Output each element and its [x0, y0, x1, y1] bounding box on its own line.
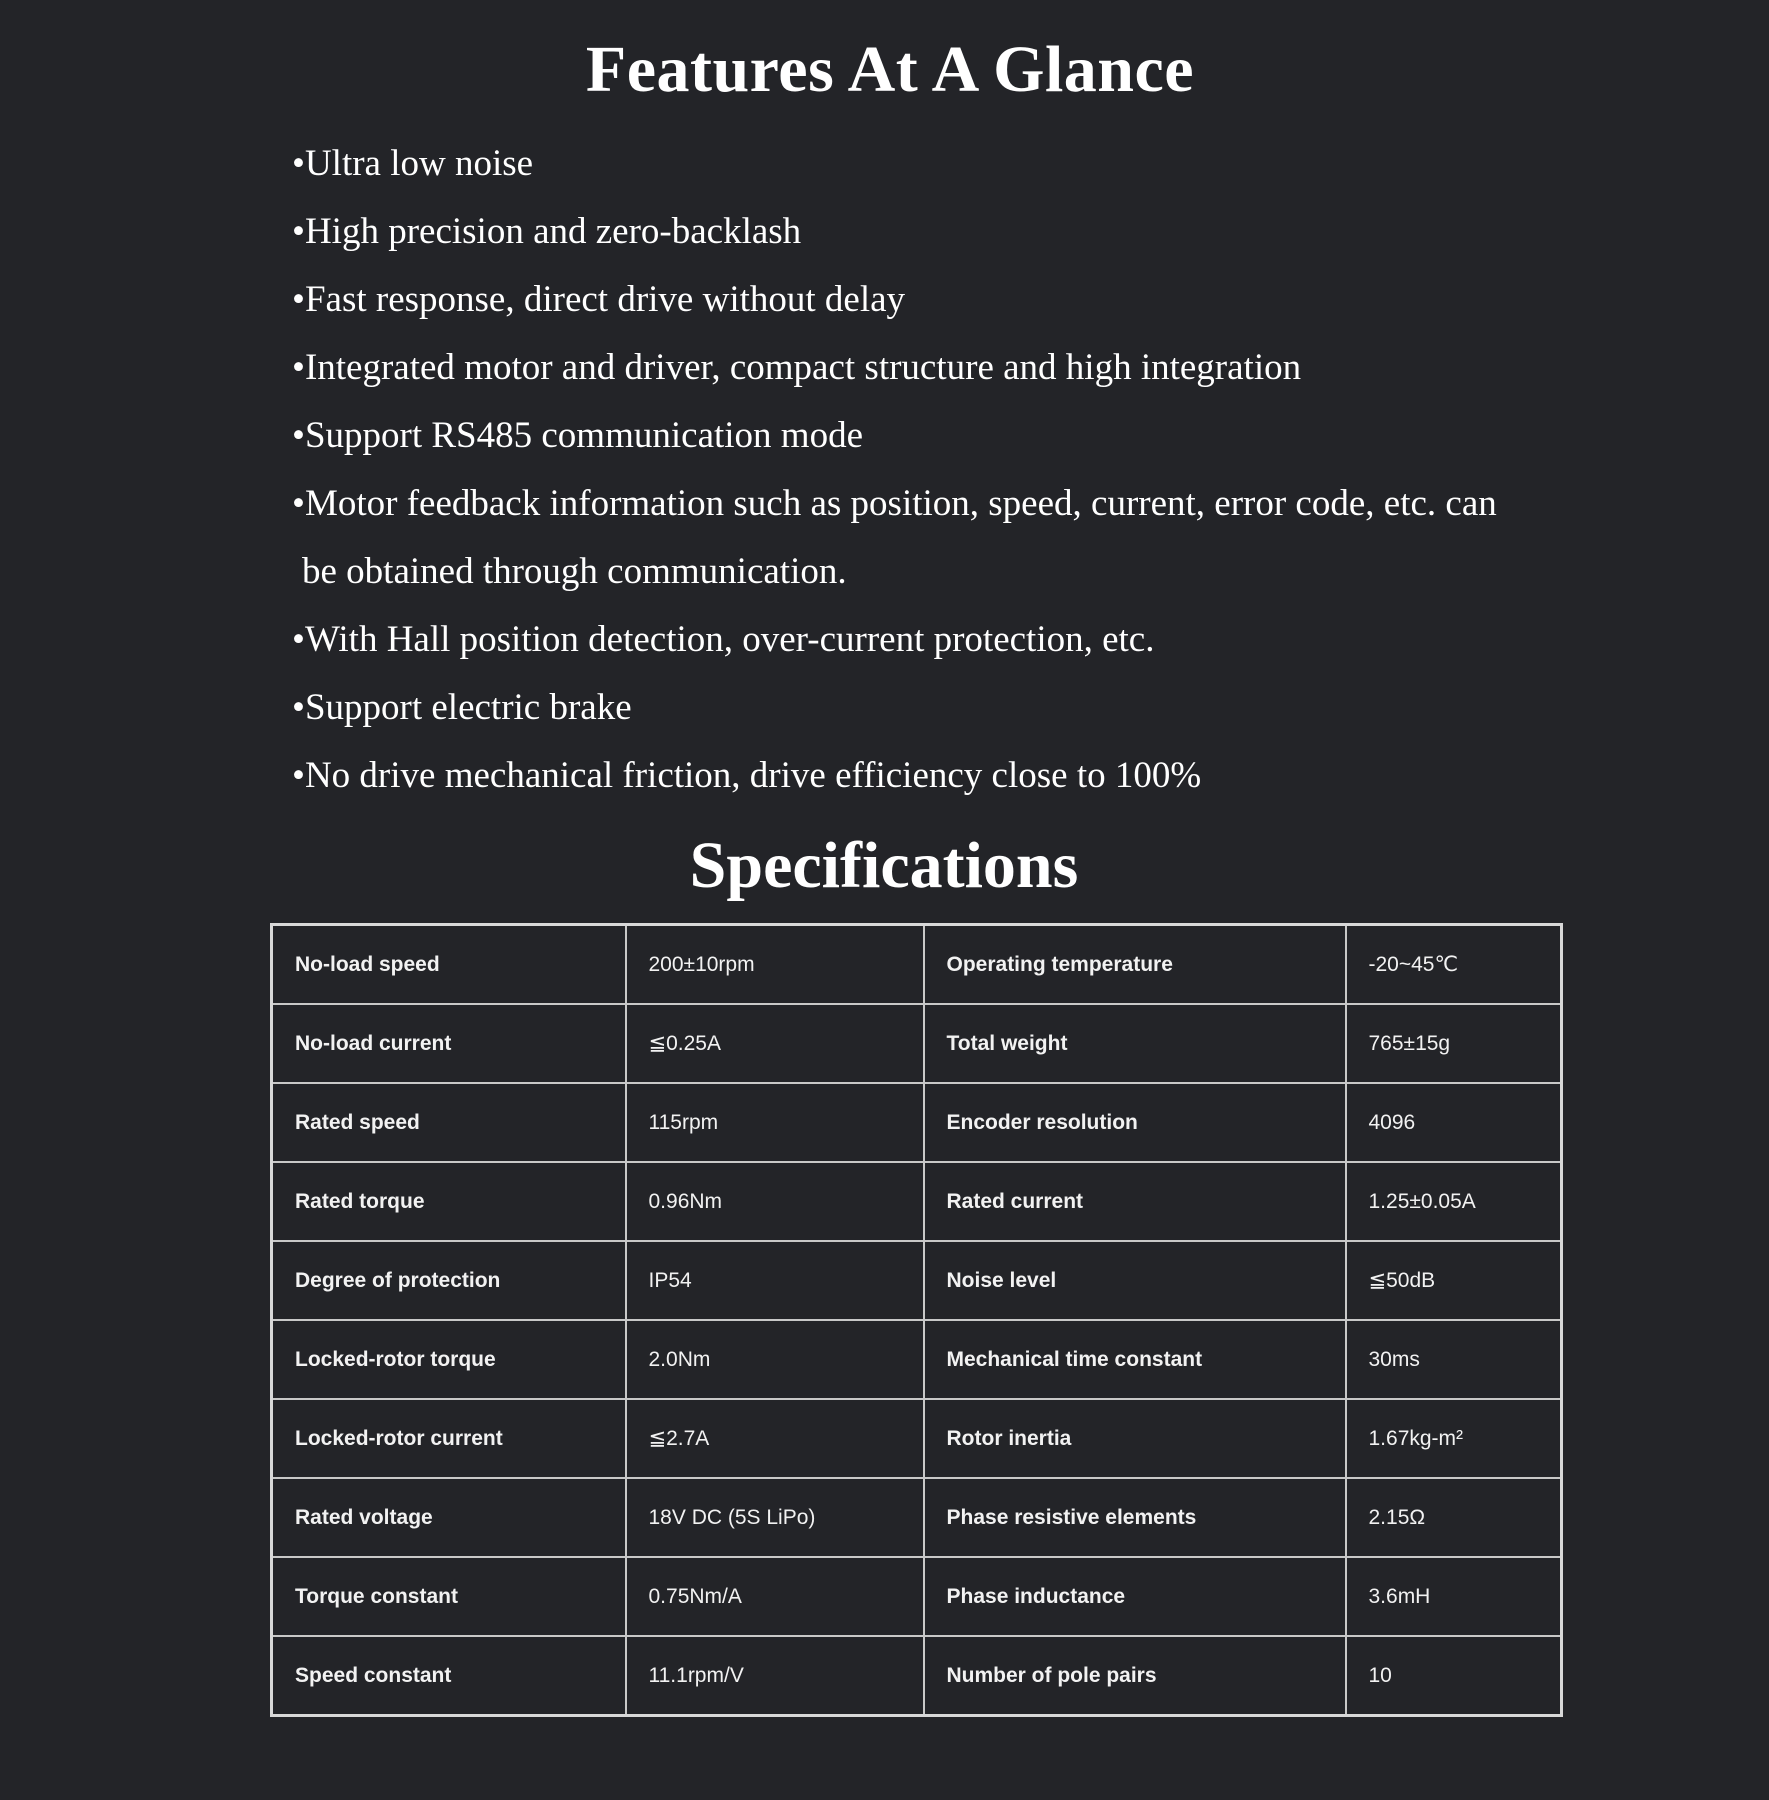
spec-label: Rated current	[924, 1162, 1346, 1241]
spec-value: ≦0.25A	[626, 1004, 924, 1083]
spec-label: Rated torque	[272, 1162, 626, 1241]
table-row	[272, 1004, 1562, 1083]
spec-label: Locked-rotor current	[272, 1399, 626, 1478]
spec-value: 1.67kg-m²	[1346, 1399, 1562, 1478]
spec-label: No-load current	[272, 1004, 626, 1083]
spec-label: Rotor inertia	[924, 1399, 1346, 1478]
table-row	[272, 1241, 1562, 1320]
spec-label: Rated speed	[272, 1083, 626, 1162]
feature-item: •Support RS485 communication mode	[292, 415, 864, 456]
table-row	[272, 1399, 1562, 1478]
feature-item: •Support electric brake	[292, 687, 632, 728]
table-row	[272, 1083, 1562, 1162]
spec-value: 18V DC (5S LiPo)	[626, 1478, 924, 1557]
spec-value: 4096	[1346, 1083, 1562, 1162]
spec-label: Torque constant	[272, 1557, 626, 1636]
spec-label: Rated voltage	[272, 1478, 626, 1557]
spec-value: 1.25±0.05A	[1346, 1162, 1562, 1241]
spec-label: Noise level	[924, 1241, 1346, 1320]
spec-value: 3.6mH	[1346, 1557, 1562, 1636]
table-row	[272, 925, 1562, 1005]
spec-label: Phase resistive elements	[924, 1478, 1346, 1557]
spec-label: Operating temperature	[924, 925, 1346, 1005]
feature-item: •Integrated motor and driver, compact structure and high integration	[292, 347, 1302, 388]
spec-label: Mechanical time constant	[924, 1320, 1346, 1399]
spec-value: 10	[1346, 1636, 1562, 1716]
spec-value: 2.0Nm	[626, 1320, 924, 1399]
spec-value: 2.15Ω	[1346, 1478, 1562, 1557]
table-row	[272, 1557, 1562, 1636]
spec-label: Locked-rotor torque	[272, 1320, 626, 1399]
spec-value: ≦2.7A	[626, 1399, 924, 1478]
table-row	[272, 1162, 1562, 1241]
feature-item: •Motor feedback information such as position, speed, current, error code, etc. can	[292, 483, 1497, 524]
spec-label: Speed constant	[272, 1636, 626, 1716]
spec-label: Number of pole pairs	[924, 1636, 1346, 1716]
spec-value: 200±10rpm	[626, 925, 924, 1005]
spec-value: IP54	[626, 1241, 924, 1320]
feature-item: •High precision and zero-backlash	[292, 211, 802, 252]
spec-label: No-load speed	[272, 925, 626, 1005]
table-row	[272, 1320, 1562, 1399]
feature-item: •No drive mechanical friction, drive efficiency close to 100%	[292, 755, 1202, 796]
feature-item: •With Hall position detection, over-current protection, etc.	[292, 619, 1155, 660]
spec-value: -20~45℃	[1346, 925, 1562, 1005]
feature-item: •Fast response, direct drive without delay	[292, 279, 906, 320]
spec-label: Phase inductance	[924, 1557, 1346, 1636]
table-row	[272, 1478, 1562, 1557]
table-row	[272, 1636, 1562, 1716]
feature-item-continuation: be obtained through communication.	[302, 551, 847, 592]
spec-value: ≦50dB	[1346, 1241, 1562, 1320]
spec-label: Encoder resolution	[924, 1083, 1346, 1162]
spec-value: 765±15g	[1346, 1004, 1562, 1083]
feature-list	[292, 130, 1592, 810]
spec-value: 0.75Nm/A	[626, 1557, 924, 1636]
spec-value: 0.96Nm	[626, 1162, 924, 1241]
features-title: Features At A Glance	[585, 33, 1195, 106]
specifications-table	[270, 923, 1563, 1717]
spec-label: Degree of protection	[272, 1241, 626, 1320]
specifications-title: Specifications	[689, 829, 1079, 902]
feature-item: •Ultra low noise	[292, 143, 534, 184]
spec-value: 11.1rpm/V	[626, 1636, 924, 1716]
spec-label: Total weight	[924, 1004, 1346, 1083]
spec-value: 115rpm	[626, 1083, 924, 1162]
spec-value: 30ms	[1346, 1320, 1562, 1399]
